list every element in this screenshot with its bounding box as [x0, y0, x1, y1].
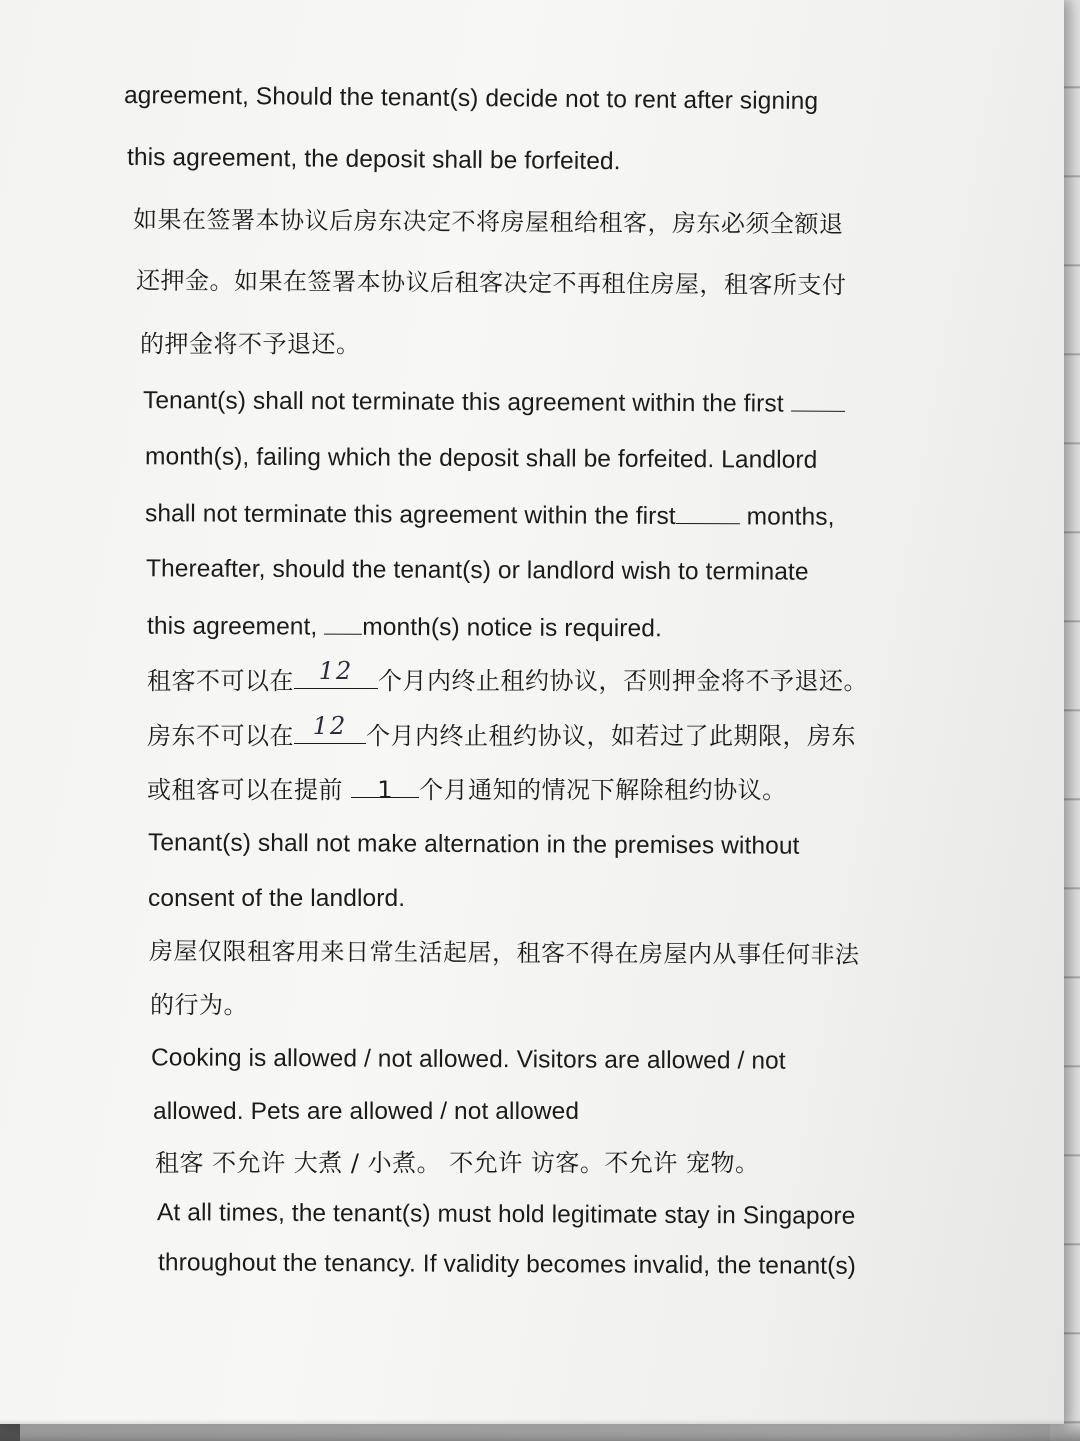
blank-tenant-months-zh[interactable] — [294, 657, 378, 689]
line-3: 如果在签署本协议后房东决定不将房屋租给租客，房东必须全额退 — [132, 205, 844, 239]
line-13-text: 或租客可以在提前 — [147, 776, 343, 804]
line-21: At all times, the tenant(s) must hold legitimate stay in Singapore — [156, 1199, 856, 1230]
line-8-text: shall not terminate this agreement within the first — [144, 500, 676, 530]
line-12-rest: 个月内终止租约协议，如若过了此期限，房东 — [366, 722, 856, 750]
line-13-rest: 个月通知的情况下解除租约协议。 — [419, 776, 787, 804]
line-12-text: 房东不可以在 — [147, 722, 294, 750]
line-11-text: 租客不可以在 — [147, 667, 294, 695]
line-5: 的押金将不予退还。 — [140, 330, 361, 358]
line-19: allowed. Pets are allowed / not allowed — [153, 1098, 580, 1125]
blank-landlord-months-en[interactable] — [676, 501, 740, 524]
line-16: 房屋仅限租客用来日常生活起居，租客不得在房屋内从事任何非法 — [148, 937, 860, 969]
line-8-months: months, — [746, 503, 835, 531]
line-18: Cooking is allowed / not allowed. Visitors are allowed / not — [150, 1044, 786, 1075]
handwritten-tenant-months: 12 — [318, 657, 354, 685]
blank-notice-months-en[interactable] — [324, 612, 362, 635]
line-10-text: this agreement, — [146, 612, 318, 641]
line-6 — [143, 385, 845, 420]
line-11 — [147, 657, 868, 696]
line-12 — [147, 712, 856, 751]
line-11-rest: 个月内终止租约协议，否则押金将不予退还。 — [378, 667, 868, 695]
blank-landlord-months-zh[interactable] — [294, 712, 366, 744]
line-10-rest: month(s) notice is required. — [362, 613, 663, 643]
blank-tenant-months-en[interactable] — [791, 389, 845, 412]
handwritten-landlord-months: 12 — [312, 712, 348, 740]
line-8 — [145, 498, 835, 533]
line-7: month(s), failing which the deposit shall be forfeited. Landlord — [144, 443, 818, 474]
line-13 — [147, 775, 787, 805]
bottom-shadow — [0, 1419, 1080, 1441]
line-20: 租客 不允许 大煮 / 小煮。 不允许 访客。不允许 宠物。 — [155, 1149, 760, 1177]
blank-notice-months-zh[interactable] — [351, 775, 419, 804]
line-6-text: Tenant(s) shall not terminate this agreement within the first — [142, 387, 784, 418]
line-14: Tenant(s) shall not make alternation in the premises without — [147, 829, 800, 860]
line-1: agreement, Should the tenant(s) decide not to rent after signing — [123, 81, 819, 116]
line-2: this agreement, the deposit shall be forfeited. — [126, 143, 621, 176]
line-17: 的行为。 — [150, 991, 248, 1019]
line-9: Thereafter, should the tenant(s) or landlord wish to terminate — [145, 555, 809, 586]
line-10 — [147, 611, 662, 645]
line-4: 还押金。如果在签署本协议后租客决定不再租住房屋，租客所支付 — [135, 266, 847, 300]
notice-months-value: 1 — [377, 776, 394, 804]
line-15: consent of the landlord. — [148, 885, 406, 912]
line-22: throughout the tenancy. If validity becomes invalid, the tenant(s) — [157, 1249, 857, 1280]
